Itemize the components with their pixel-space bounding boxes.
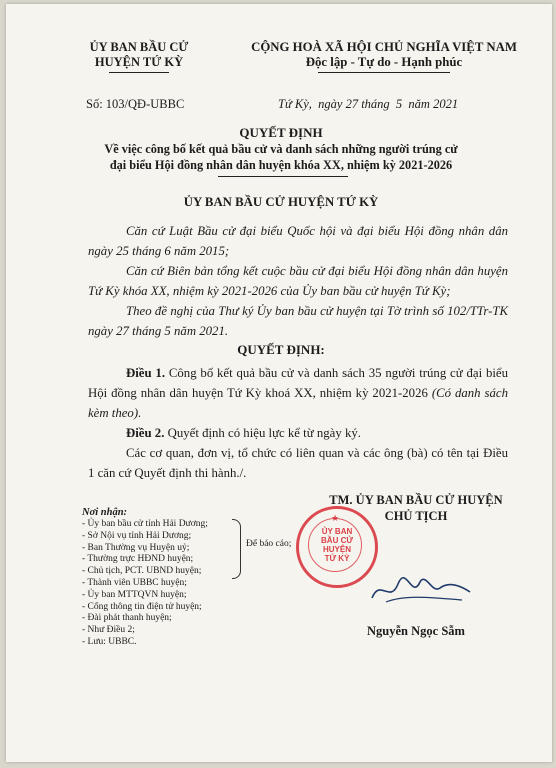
recipient-item: - Thường trực HĐND huyện; bbox=[82, 554, 194, 565]
recipient-item: - Ủy ban bầu cử tỉnh Hải Dương; bbox=[82, 519, 208, 529]
country-name: CỘNG HOÀ XÃ HỘI CHỦ NGHĨA VIỆT NAM bbox=[251, 40, 517, 54]
document-heading: QUYẾT ĐỊNH bbox=[239, 125, 323, 140]
article-2-label: Điều 2. bbox=[126, 426, 165, 440]
recipient-item: - Ủy ban MTTQVN huyện; bbox=[82, 589, 187, 600]
document-page bbox=[6, 4, 552, 762]
place-date: Tứ Kỳ, ngày 27 tháng 5 năm 2021 bbox=[278, 97, 459, 111]
issuing-org-underline bbox=[109, 72, 169, 73]
issuing-org-line1: ỦY BAN BẦU CỬ bbox=[89, 40, 189, 54]
motto-underline bbox=[318, 72, 450, 73]
national-motto: Độc lập - Tự do - Hạnh phúc bbox=[305, 55, 463, 69]
seal-star-icon: ★ bbox=[331, 513, 340, 523]
recipient-item: - Ban Thường vụ Huyện uỷ; bbox=[82, 542, 190, 553]
subject-line-2: đại biểu Hội đồng nhân dân huyện khóa XX, nhiệm kỳ 2021-2026 bbox=[109, 158, 453, 172]
document-subject bbox=[36, 141, 526, 173]
article-1-text: Công bố kết quả bầu cử và danh sách 35 người trúng cử đại biểu Hội đồng nhân dân huyện Tứ Kỳ khoá XX, nhiệm kỳ 2021-2026 bbox=[88, 366, 508, 400]
recipients-label: Nơi nhận: bbox=[82, 507, 128, 518]
preamble-item-1: Căn cứ Luật Bầu cử đại biểu Quốc hội và đại biểu Hội đồng nhân dân ngày 25 tháng 6 năm 2015; bbox=[88, 224, 508, 258]
national-title bbox=[224, 40, 544, 70]
issuing-org bbox=[64, 40, 214, 70]
recipient-item: - Chủ tịch, PCT. UBND huyện; bbox=[82, 566, 202, 577]
recipient-item: - Lưu: UBBC. bbox=[82, 636, 137, 647]
recipient-item: - Sở Nội vụ tỉnh Hải Dương; bbox=[82, 530, 192, 541]
handwritten-signature bbox=[366, 564, 476, 614]
article-1-label: Điều 1. bbox=[126, 366, 166, 380]
signature-title: CHỦ TỊCH bbox=[384, 509, 448, 523]
recipient-item: - Thành viên UBBC huyện; bbox=[82, 577, 187, 588]
brace-note: Để báo cáo; bbox=[246, 539, 292, 549]
recipients-brace bbox=[232, 519, 241, 579]
issuer-name: ỦY BAN BẦU CỬ HUYỆN TỨ KỲ bbox=[183, 195, 379, 209]
article-2 bbox=[88, 423, 508, 443]
preamble-item-2: Căn cứ Biên bản tổng kết cuộc bầu cử đại biểu Hội đồng nhân dân huyện Tứ Kỳ khóa XX, nhiệm kỳ 2021-2026 của Ủy ban bầu cử huyện Tứ Kỳ; bbox=[88, 264, 508, 298]
article-1 bbox=[88, 363, 508, 423]
signer-name: Nguyễn Ngọc Sẫm bbox=[367, 624, 465, 638]
document-number: Số: 103/QĐ-UBBC bbox=[86, 97, 185, 111]
recipient-item: - Đài phát thanh huyện; bbox=[82, 613, 172, 624]
seal-center-text: ỦY BAN BẦU CỬ HUYỆN TỨ KỲ bbox=[321, 527, 353, 563]
subject-underline bbox=[218, 176, 348, 177]
preamble bbox=[88, 221, 508, 341]
articles bbox=[88, 363, 508, 483]
recipient-item: - Như Điều 2; bbox=[82, 625, 135, 636]
issuing-org-line2: HUYỆN TỨ KỲ bbox=[94, 55, 184, 69]
subject-line-1: Về việc công bố kết quả bầu cử và danh sách những người trúng cử bbox=[104, 142, 458, 156]
recipients-list bbox=[82, 519, 252, 649]
article-2-text: Quyết định có hiệu lực kể từ ngày ký. bbox=[164, 426, 361, 440]
recipient-item: - Cổng thông tin điện tử huyện; bbox=[82, 601, 202, 612]
signature-org: TM. ỦY BAN BẦU CỬ HUYỆN bbox=[329, 493, 503, 507]
decision-heading: QUYẾT ĐỊNH: bbox=[237, 342, 325, 357]
closing-clause: Các cơ quan, đơn vị, tổ chức có liên quan và các ông (bà) có tên tại Điều 1 căn cứ Quyết định thi hành./. bbox=[88, 446, 508, 480]
recipients bbox=[82, 506, 252, 649]
article-1-note: (Có danh sách kèm theo). bbox=[88, 386, 508, 420]
preamble-item-3: Theo đề nghị của Thư ký Ủy ban bầu cử huyện tại Tờ trình số 102/TTr-TK ngày 27 tháng 5 năm 2021. bbox=[88, 304, 508, 338]
